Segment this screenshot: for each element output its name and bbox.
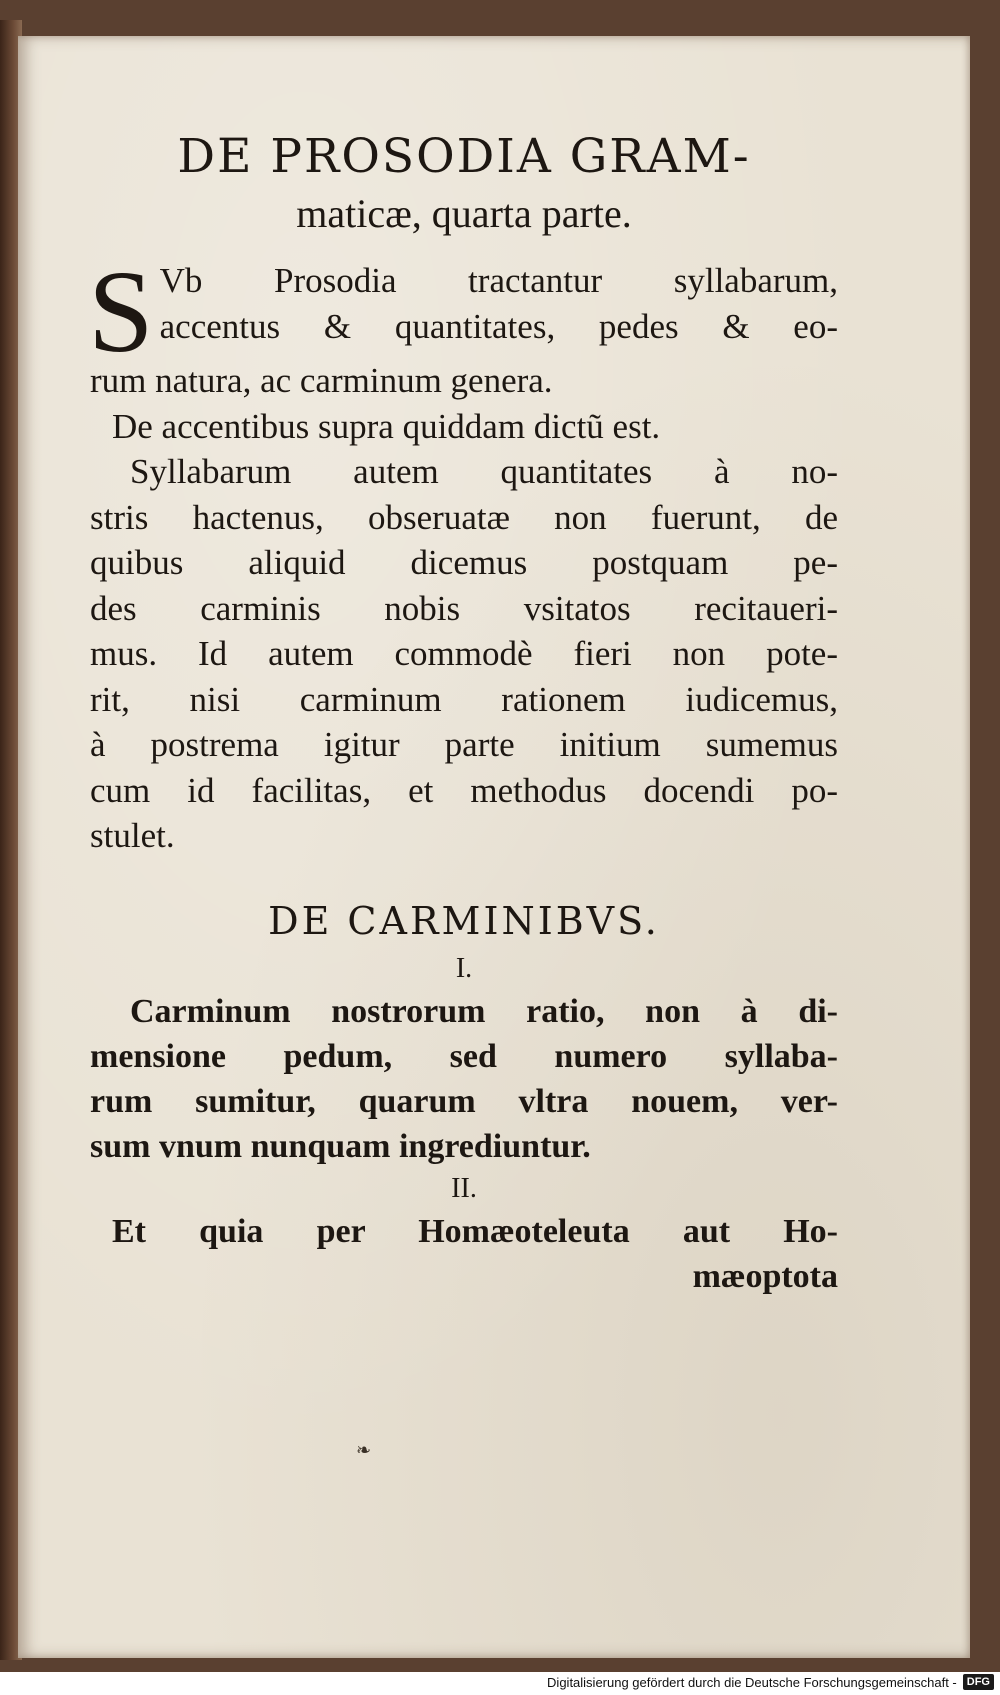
text-line: accentus & quantitates, pedes & eo- bbox=[159, 306, 838, 346]
paragraph-2 bbox=[90, 404, 838, 450]
footer-text: Digitalisierung gefördert durch die Deutsche Forschungsgemeinschaft - bbox=[547, 1674, 957, 1690]
text-line: mensione pedum, sed numero syllaba- bbox=[90, 1037, 838, 1075]
rule-numeral-1: I. bbox=[455, 952, 473, 984]
title-line-1: DE PROSODIA GRAM- bbox=[177, 129, 751, 184]
drop-cap: S bbox=[88, 246, 154, 377]
title-line-2: maticæ, quarta parte. bbox=[296, 191, 632, 236]
catchword: mæoptota bbox=[692, 1257, 838, 1295]
paragraph-3 bbox=[90, 449, 838, 859]
book-page bbox=[18, 36, 970, 1658]
rule-2 bbox=[90, 1209, 838, 1299]
text-line: De accentibus supra quiddam dictũ est. bbox=[112, 406, 661, 446]
text-line: cum id facilitas, et methodus docendi po- bbox=[90, 770, 838, 810]
text-line: mus. Id autem commodè fieri non pote- bbox=[90, 634, 838, 673]
text-line: Syllabarum autem quantitates à no- bbox=[130, 452, 838, 491]
text-line: rum sumitur, quarum vltra nouem, ver- bbox=[90, 1082, 838, 1120]
text-block bbox=[90, 126, 838, 1299]
footer-credit bbox=[547, 1671, 994, 1693]
text-line: des carminis nobis vsitatos recitaueri- bbox=[90, 588, 838, 628]
dfg-logo-icon: DFG bbox=[963, 1674, 994, 1690]
text-line: sum vnum nunquam ingrediuntur. bbox=[90, 1127, 591, 1165]
text-line: Vb Prosodia tractantur syllabarum, bbox=[159, 261, 838, 300]
text-line: Et quia per Homæoteleuta aut Ho- bbox=[112, 1212, 838, 1250]
text-line: Carminum nostrorum ratio, non à di- bbox=[130, 992, 838, 1030]
text-line: rit, nisi carminum rationem iudicemus, bbox=[90, 679, 838, 719]
text-line: quibus aliquid dicemus postquam pe- bbox=[90, 543, 838, 582]
ornament-icon: ❧ bbox=[356, 1440, 372, 1461]
text-line: stulet. bbox=[90, 816, 175, 855]
text-line: rum natura, ac carminum genera. bbox=[90, 361, 553, 400]
rule-numeral-2: II. bbox=[451, 1172, 477, 1204]
text-line: stris hactenus, obseruatæ non fuerunt, de bbox=[90, 497, 838, 537]
section-heading: DE CARMINIBVS. bbox=[268, 898, 660, 943]
text-line: à postrema igitur parte initium sumemus bbox=[90, 725, 838, 764]
rule-1 bbox=[90, 989, 838, 1169]
paragraph-1 bbox=[88, 246, 838, 404]
